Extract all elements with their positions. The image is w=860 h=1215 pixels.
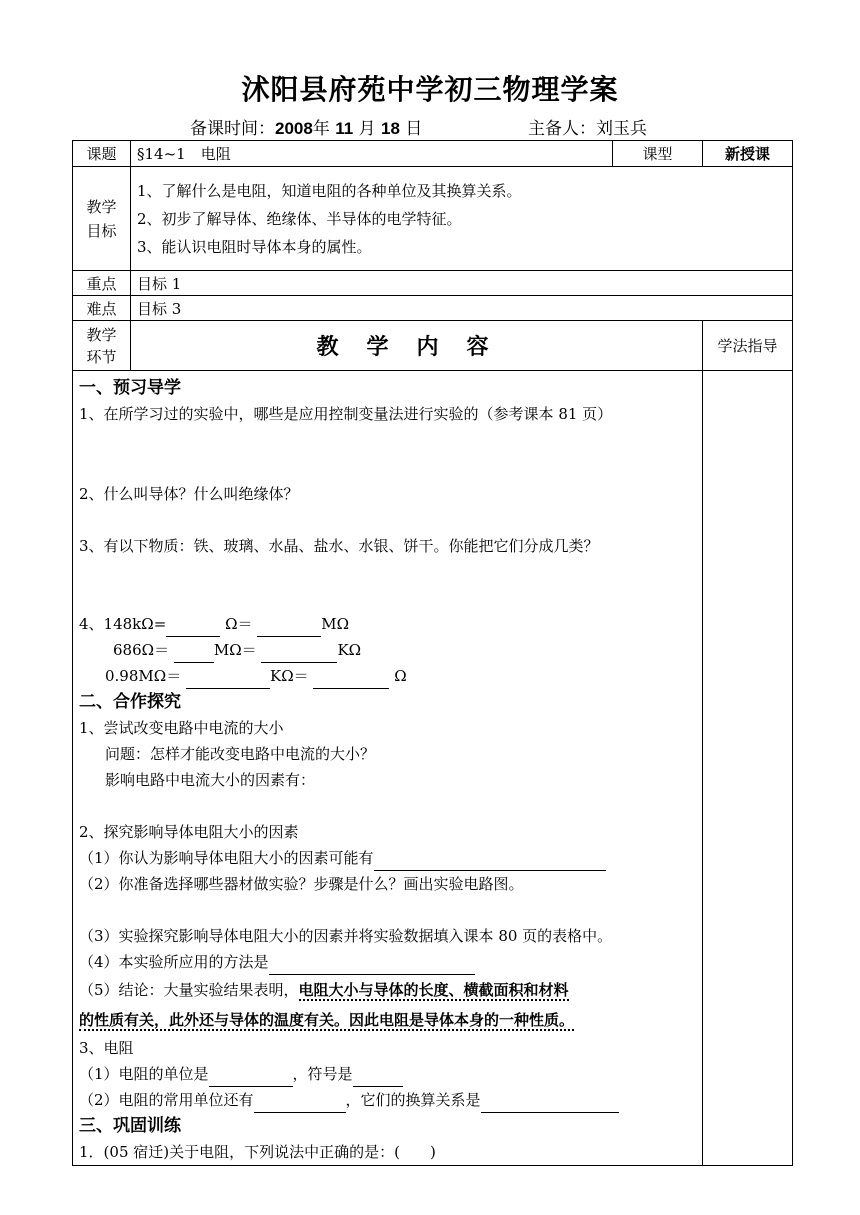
inquiry-2-5: （5）结论：大量实验结果表明，电阻大小与导体的长度、横截面积和材料 bbox=[79, 981, 569, 999]
preparer: 主备人：刘玉兵 bbox=[528, 119, 647, 139]
inquiry-1-factors: 影响电路中电流大小的因素有： bbox=[105, 771, 316, 789]
difficulty-value: 目标 3 bbox=[131, 296, 793, 321]
key-label: 重点 bbox=[73, 271, 131, 296]
goal-item: 3、能认识电阻时导体本身的属性。 bbox=[137, 237, 372, 256]
page-title: 沭阳县府苑中学初三物理学案 bbox=[241, 73, 619, 106]
stage-label: 教学环节 bbox=[73, 321, 131, 371]
lesson-table bbox=[72, 140, 793, 1166]
exercise-1: 1．(05 宿迁)关于电阻，下列说法中正确的是：( ) bbox=[79, 1143, 436, 1161]
conversion-3: 0.98MΩ＝ KΩ＝ Ω bbox=[79, 663, 696, 689]
section-title: 二、合作探究 bbox=[79, 692, 181, 712]
goal-item: 2、初步了解导体、绝缘体、半导体的电学特征。 bbox=[137, 209, 462, 228]
inquiry-2-4: （4）本实验所应用的方法是 bbox=[79, 949, 696, 975]
content-row bbox=[73, 371, 793, 1166]
section-title: 一、预习导学 bbox=[79, 378, 181, 398]
resistance-1: （1）电阻的单位是 ，符号是 bbox=[79, 1061, 696, 1087]
content-header-row bbox=[73, 321, 793, 371]
goals-label: 教学目标 bbox=[73, 167, 131, 271]
guide-column bbox=[703, 371, 793, 1166]
inquiry-2-2: （2）你准备选择哪些器材做实验？步骤是什么？画出实验电路图。 bbox=[79, 875, 524, 893]
question-2: 2、什么叫导体？什么叫绝缘体？ bbox=[79, 485, 299, 503]
question-3: 3、有以下物质：铁、玻璃、水晶、盐水、水银、饼干。你能把它们分成几类？ bbox=[79, 537, 599, 555]
section-title: 三、巩固训练 bbox=[79, 1116, 181, 1136]
content-heading: 教学内容 bbox=[131, 321, 703, 371]
type-label: 课型 bbox=[613, 141, 703, 167]
key-row bbox=[73, 271, 793, 296]
type-value: 新授课 bbox=[703, 141, 793, 167]
key-value: 目标 1 bbox=[131, 271, 793, 296]
topic-value: §14~1 电阻 bbox=[131, 141, 613, 167]
difficulty-label: 难点 bbox=[73, 296, 131, 321]
guide-label: 学法指导 bbox=[703, 321, 793, 371]
conversion-2: 686Ω＝ MΩ＝ KΩ bbox=[79, 637, 696, 663]
resistance-2: （2）电阻的常用单位还有 ，它们的换算关系是 bbox=[79, 1087, 696, 1113]
content-body bbox=[73, 371, 703, 1166]
topic-row bbox=[73, 141, 793, 167]
inquiry-2-5-cont: 的性质有关，此外还与导体的温度有关。因此电阻是导体本身的一种性质。 bbox=[79, 1011, 575, 1029]
inquiry-2-3: （3）实验探究影响导体电阻大小的因素并将实验数据填入课本 80 页的表格中。 bbox=[79, 927, 613, 945]
topic-label: 课题 bbox=[73, 141, 131, 167]
prep-date: 备课时间：2008年 11 月 18 日 bbox=[190, 119, 423, 139]
inquiry-2: 2、探究影响导体电阻大小的因素 bbox=[79, 823, 299, 841]
question-1: 1、在所学习过的实验中，哪些是应用控制变量法进行实验的（参考课本 81 页） bbox=[79, 405, 613, 423]
goal-item: 1、了解什么是电阻，知道电阻的各种单位及其换算关系。 bbox=[137, 181, 522, 200]
conversion-1: 4、148kΩ= Ω＝ MΩ bbox=[79, 611, 696, 637]
difficulty-row bbox=[73, 296, 793, 321]
inquiry-1: 1、尝试改变电路中电流的大小 bbox=[79, 719, 284, 737]
inquiry-1-question: 问题：怎样才能改变电路中电流的大小？ bbox=[105, 745, 376, 763]
resistance-title: 3、电阻 bbox=[79, 1039, 134, 1057]
inquiry-2-1: （1）你认为影响导体电阻大小的因素可能有 bbox=[79, 845, 696, 871]
goals-cell bbox=[131, 167, 793, 271]
goals-row bbox=[73, 167, 793, 271]
